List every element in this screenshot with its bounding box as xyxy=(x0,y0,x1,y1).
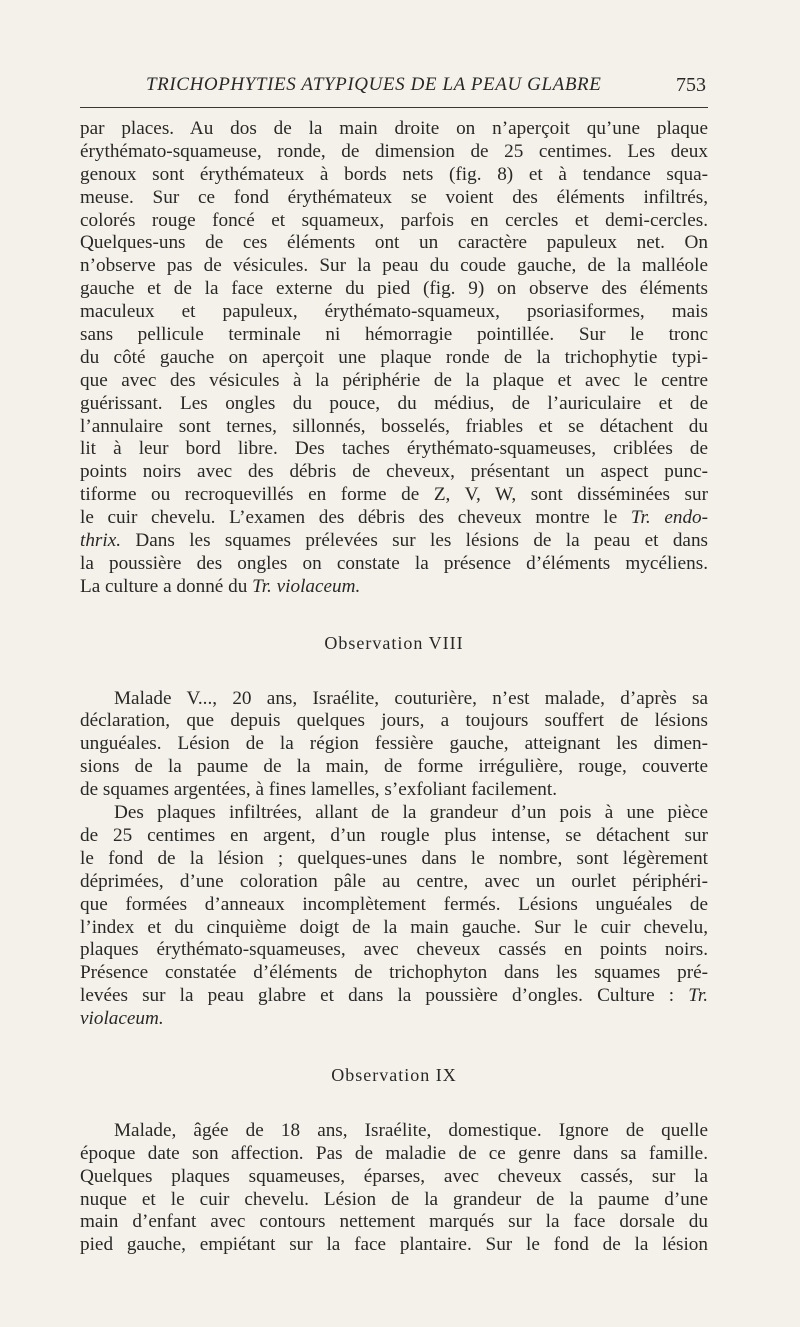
text-line xyxy=(80,507,708,530)
text-line: tiforme ou recroquevillés en forme de Z, V, W, sont disséminées sur xyxy=(80,484,708,506)
text-line: l’index et du cinquième doigt de la main gauche. Sur le cuir chevelu, xyxy=(80,916,708,938)
italic-segment: thrix. xyxy=(80,530,122,552)
italic-segment: violaceum. xyxy=(80,1008,164,1030)
text-line xyxy=(80,530,708,553)
text-line: gauche et de la face externe du pied (fig. 9) on observe des éléments xyxy=(80,278,708,300)
text-line: plaques érythémato-squameuses, avec cheveux cassés en points noirs. xyxy=(80,939,708,961)
body-text xyxy=(80,118,708,1257)
running-title: TRICHOPHYTIES ATYPIQUES DE LA PEAU GLABRE xyxy=(146,74,602,95)
text-line xyxy=(80,576,708,599)
section-heading: Observation VIII xyxy=(324,632,464,653)
text-line: lit à leur bord libre. Des taches érythémato-squameuses, criblées de xyxy=(80,438,708,460)
text-line: unguéales. Lésion de la région fessière gauche, atteignant les dimen- xyxy=(80,733,708,755)
text-line: que formées d’anneaux incomplètement fermés. Lésions unguéales de xyxy=(80,893,708,915)
text-line: Malade V..., 20 ans, Israélite, couturière, n’est malade, d’après sa xyxy=(114,687,708,709)
italic-segment: Tr. endo- xyxy=(630,507,709,529)
text-line: pied gauche, empiétant sur la face plantaire. Sur le fond de la lésion xyxy=(80,1234,708,1256)
text-line: le fond de la lésion ; quelques-unes dans le nombre, sont légèrement xyxy=(80,847,708,869)
text-line: Malade, âgée de 18 ans, Israélite, domestique. Ignore de quelle xyxy=(114,1119,708,1141)
italic-segment: Tr. violaceum. xyxy=(252,575,361,597)
text-line: main d’enfant avec contours nettement marqués sur la face dorsale du xyxy=(80,1211,708,1233)
section-heading: Observation IX xyxy=(331,1064,457,1085)
page-number: 753 xyxy=(676,74,706,96)
text-line: colorés rouge foncé et squameux, parfois en cercles et demi-cercles. xyxy=(80,209,708,231)
text-line: que avec des vésicules à la périphérie de la plaque et avec le centre xyxy=(80,369,708,391)
text-line: déclaration, que depuis quelques jours, a toujours souffert de lésions xyxy=(80,710,708,732)
text-line: points noirs avec des débris de cheveux, présentant un aspect punc- xyxy=(80,461,708,483)
text-segment: La culture a donné du xyxy=(80,575,248,597)
text-line: Quelques plaques squameuses, éparses, avec cheveux cassés, sur la xyxy=(80,1165,708,1187)
text-line: la poussière des ongles on constate la présence d’éléments mycéliens. xyxy=(80,552,708,574)
text-line: époque date son affection. Pas de maladie de ce genre dans sa famille. xyxy=(80,1142,708,1164)
text-line xyxy=(80,1008,708,1031)
text-line: genoux sont érythémateux à bords nets (fig. 8) et à tendance squa- xyxy=(80,163,708,185)
text-line: maculeux et papuleux, érythémato-squameux, psoriasiformes, mais xyxy=(80,301,708,323)
text-line: sions de la paume de la main, de forme irrégulière, rouge, couverte xyxy=(80,756,708,778)
text-line xyxy=(80,985,708,1008)
text-line: sans pellicule terminale ni hémorragie pointillée. Sur le tronc xyxy=(80,324,708,346)
text-line: l’annulaire sont ternes, sillonnés, bosselés, friables et se détachent du xyxy=(80,415,708,437)
text-line: de 25 centimes en argent, d’un rougle plus intense, se détachent sur xyxy=(80,824,708,846)
text-line: déprimées, d’une coloration pâle au centre, avec un ourlet périphéri- xyxy=(80,870,708,892)
text-line: érythémato-squameuse, ronde, de dimension de 25 centimes. Les deux xyxy=(80,140,708,162)
text-line: guérissant. Les ongles du pouce, du médius, de l’auriculaire et de xyxy=(80,392,708,414)
italic-segment: Tr. xyxy=(688,985,709,1007)
text-segment: Dans les squames prélevées sur les lésions de la peau et dans xyxy=(135,530,709,552)
text-line: Présence constatée d’éléments de trichophyton dans les squames pré- xyxy=(80,962,708,984)
text-line: meuse. Sur ce fond érythémateux se voient des éléments infiltrés, xyxy=(80,186,708,208)
page-header xyxy=(80,74,708,104)
text-line: Des plaques infiltrées, allant de la grandeur d’un pois à une pièce xyxy=(114,802,708,824)
text-segment: levées sur la peau glabre et dans la poussière d’ongles. Culture : xyxy=(80,985,675,1007)
text-segment: le cuir chevelu. L’examen des débris des cheveux montre le xyxy=(80,507,618,529)
text-line: nuque et le cuir chevelu. Lésion de la grandeur de la paume d’une xyxy=(80,1188,708,1210)
text-line: de squames argentées, à fines lamelles, s’exfoliant facilement. xyxy=(80,779,558,801)
text-line: Quelques-uns de ces éléments ont un caractère papuleux net. On xyxy=(80,232,708,254)
text-line: par places. Au dos de la main droite on n’aperçoit qu’une plaque xyxy=(80,118,708,139)
header-rule xyxy=(80,107,708,108)
text-line: n’observe pas de vésicules. Sur la peau du coude gauche, de la malléole xyxy=(80,255,708,277)
text-line: du côté gauche on aperçoit une plaque ronde de la trichophytie typi- xyxy=(80,346,708,368)
